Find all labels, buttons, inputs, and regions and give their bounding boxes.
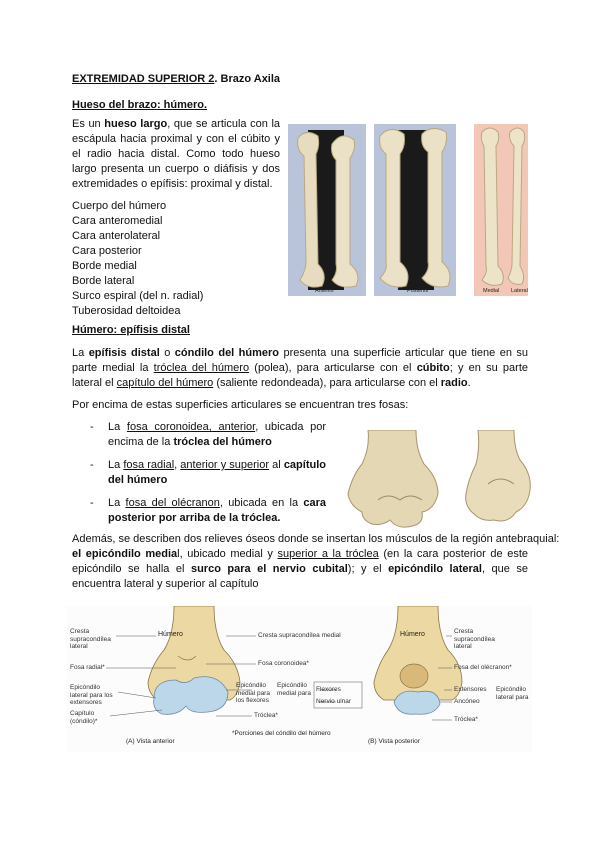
anatomy-figure bbox=[66, 606, 532, 752]
label: Extensores bbox=[454, 686, 487, 693]
label: Cresta supracondílea lateral bbox=[70, 628, 111, 650]
label: Fosa coronoidea* bbox=[258, 660, 309, 667]
list-item: Surco espiral (del n. radial) bbox=[72, 290, 204, 302]
label-anterior: Anterior bbox=[315, 288, 335, 294]
label-nervio-ulnar: Nervio ulnar bbox=[316, 698, 352, 705]
document-title: EXTREMIDAD SUPERIOR 2. Brazo Axila bbox=[72, 73, 281, 85]
label-humero-b: Húmero bbox=[400, 631, 425, 638]
label: Cresta supracondílea lateral bbox=[454, 628, 495, 650]
humerus-photos bbox=[288, 124, 528, 296]
label-flexores: Flexores bbox=[316, 686, 341, 693]
section-heading-humero: Hueso del brazo: húmero. bbox=[72, 99, 208, 111]
list-item: Cara anterolateral bbox=[72, 230, 161, 242]
bullet-dash: - bbox=[90, 459, 94, 471]
section-heading-epifisis: Húmero: epífisis distal bbox=[72, 324, 190, 336]
label: Fosa radial* bbox=[70, 664, 105, 671]
label: Epicóndilo lateral para los extensores bbox=[70, 684, 113, 706]
fosas-intro: Por encima de estas superficies articulares se encuentran tres fosas: bbox=[72, 399, 409, 411]
list-item: La fosa del olécranon, ubicada en la cara posterior por arriba de la tróclea. bbox=[108, 497, 326, 524]
label: Tróclea* bbox=[254, 712, 278, 719]
list-item: Cara anteromedial bbox=[72, 215, 163, 227]
label: Cresta supracondílea medial bbox=[258, 632, 341, 639]
relieves-paragraph-lead: Además, se describen dos relieves óseos donde se insertan los músculos de la región antebraquial: bbox=[72, 533, 560, 545]
bullet-dash: - bbox=[90, 497, 94, 509]
label-epicondilo-lateral: Epicóndilo lateral para bbox=[496, 686, 529, 701]
list-item: La fosa coronoidea, anterior, ubicada por encima de la tróclea del húmero bbox=[108, 421, 326, 448]
list-item: La fosa radial, anterior y superior al capítulo del húmero bbox=[108, 459, 326, 486]
label: Ancóneo bbox=[454, 698, 480, 705]
label-epicondilo-medial: Epicóndilo medial para bbox=[277, 682, 311, 697]
label-humero-a: Húmero bbox=[158, 631, 183, 638]
label: Tróclea* bbox=[454, 716, 478, 723]
caption-vista-anterior: (A) Vista anterior bbox=[126, 738, 175, 745]
figure-footnote: *Porciones del cóndilo del húmero bbox=[232, 730, 331, 737]
bullet-dash: - bbox=[90, 421, 94, 433]
label: Fosa del olécranon* bbox=[454, 664, 512, 671]
relieves-paragraph: el epicóndilo medial, ubicado medial y superior a la tróclea (en la cara posterior de este epicóndilo se halla el surco para el nervio cubital); y el epicóndilo lateral, que se encuentra lateral y superior al capítulo bbox=[72, 548, 529, 590]
caption-vista-posterior: (B) Vista posterior bbox=[368, 738, 420, 745]
epifisis-paragraph: La epífisis distal o cóndilo del húmero presenta una superficie articular que tiene en su parte medial la tróclea del húmero (polea), para articularse con el cúbito; y en su parte lateral el capítulo del húmero (saliente redondeada), para articularse con el radio. bbox=[72, 347, 529, 389]
list-item: Tuberosidad deltoidea bbox=[72, 305, 181, 317]
list-item: Borde lateral bbox=[72, 275, 135, 287]
list-item: Cuerpo del húmero bbox=[72, 200, 167, 212]
humero-intro-paragraph: Es un hueso largo, que se articula con la escápula hacia proximal y con el cúbito y el radio hacia distal. Como todo hueso largo presenta un cuerpo o diáfisis y dos extremidades o epífisis: proximal y distal. bbox=[72, 118, 281, 190]
list-item: Cara posterior bbox=[72, 245, 142, 257]
label: Capítulo (cóndilo)* bbox=[70, 710, 98, 725]
label-lateral: Lateral bbox=[511, 288, 528, 294]
distal-humerus-photos bbox=[338, 430, 534, 532]
list-item: Borde medial bbox=[72, 260, 137, 272]
label: Epicóndilo medial para los flexores bbox=[236, 682, 270, 704]
label-medial: Medial bbox=[483, 288, 500, 294]
label-posterior: Posterior bbox=[407, 288, 430, 294]
